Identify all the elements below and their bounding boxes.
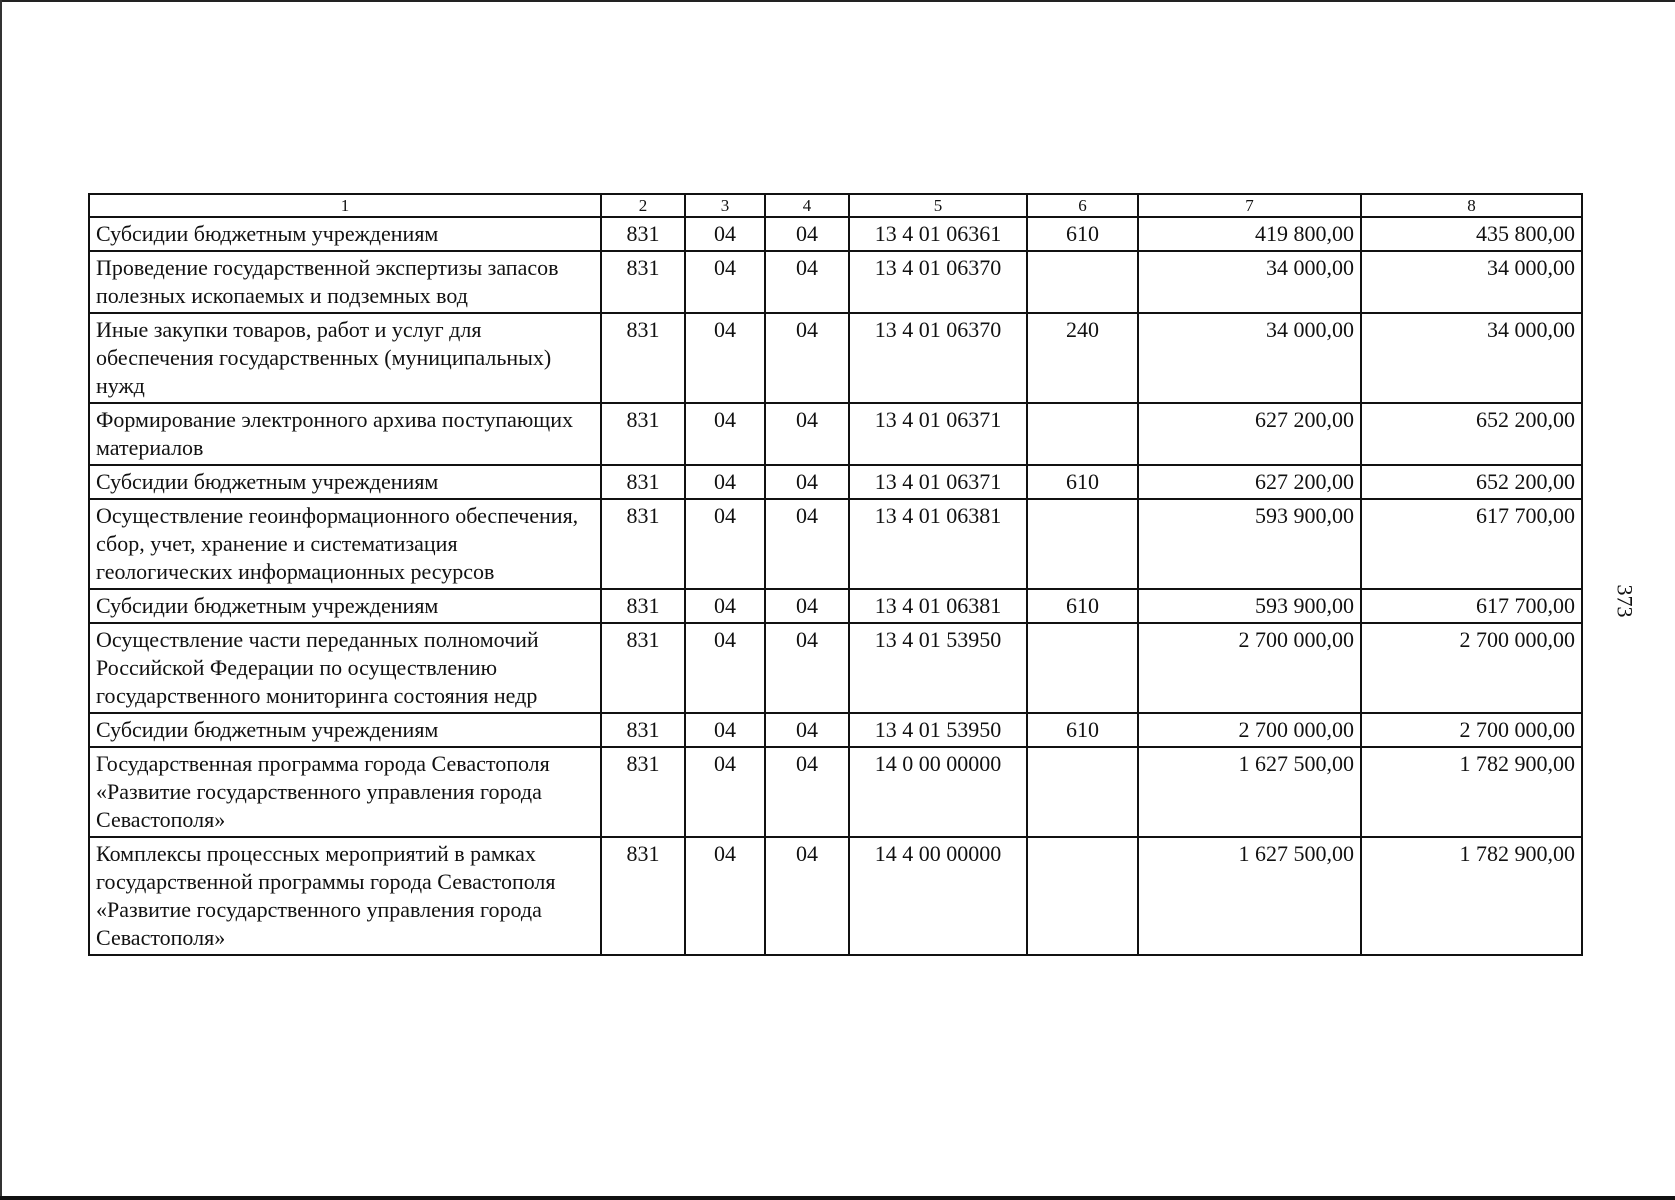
department-code-cell: 831 (601, 837, 685, 955)
subsection-code-cell: 04 (765, 403, 849, 465)
section-code-cell: 04 (685, 623, 765, 713)
row-name-cell: Субсидии бюджетным учреждениям (89, 589, 601, 623)
table-row (89, 403, 1582, 465)
department-code-cell: 831 (601, 217, 685, 251)
subsection-code-cell: 04 (765, 837, 849, 955)
column-header: 8 (1361, 194, 1582, 217)
subsection-code-cell: 04 (765, 713, 849, 747)
target-article-cell: 13 4 01 06361 (849, 217, 1027, 251)
amount-col8-cell: 34 000,00 (1361, 313, 1582, 403)
table-row (89, 465, 1582, 499)
amount-col7-cell: 627 200,00 (1138, 465, 1361, 499)
amount-col7-cell: 1 627 500,00 (1138, 747, 1361, 837)
amount-col7-cell: 34 000,00 (1138, 313, 1361, 403)
expense-type-cell (1027, 251, 1138, 313)
column-header: 4 (765, 194, 849, 217)
table-row (89, 837, 1582, 955)
table-row (89, 313, 1582, 403)
section-code-cell: 04 (685, 465, 765, 499)
target-article-cell: 13 4 01 06381 (849, 499, 1027, 589)
row-name-cell: Субсидии бюджетным учреждениям (89, 713, 601, 747)
amount-col8-cell: 435 800,00 (1361, 217, 1582, 251)
subsection-code-cell: 04 (765, 313, 849, 403)
table-row (89, 217, 1582, 251)
amount-col8-cell: 34 000,00 (1361, 251, 1582, 313)
section-code-cell: 04 (685, 837, 765, 955)
section-code-cell: 04 (685, 403, 765, 465)
amount-col7-cell: 34 000,00 (1138, 251, 1361, 313)
budget-table (88, 193, 1583, 956)
section-code-cell: 04 (685, 713, 765, 747)
section-code-cell: 04 (685, 313, 765, 403)
amount-col7-cell: 593 900,00 (1138, 499, 1361, 589)
expense-type-cell: 610 (1027, 465, 1138, 499)
department-code-cell: 831 (601, 313, 685, 403)
table-row (89, 623, 1582, 713)
row-name-cell: Формирование электронного архива поступающих материалов (89, 403, 601, 465)
section-code-cell: 04 (685, 251, 765, 313)
expense-type-cell: 610 (1027, 589, 1138, 623)
amount-col8-cell: 2 700 000,00 (1361, 713, 1582, 747)
scan-edge-top (0, 0, 1675, 2)
amount-col8-cell: 652 200,00 (1361, 403, 1582, 465)
department-code-cell: 831 (601, 403, 685, 465)
subsection-code-cell: 04 (765, 589, 849, 623)
target-article-cell: 13 4 01 53950 (849, 623, 1027, 713)
column-header: 6 (1027, 194, 1138, 217)
department-code-cell: 831 (601, 465, 685, 499)
column-header: 5 (849, 194, 1027, 217)
expense-type-cell (1027, 747, 1138, 837)
department-code-cell: 831 (601, 589, 685, 623)
row-name-cell: Комплексы процессных мероприятий в рамках государственной программы города Севастополя «Развитие государственного управления города Севастополя» (89, 837, 601, 955)
section-code-cell: 04 (685, 217, 765, 251)
target-article-cell: 14 0 00 00000 (849, 747, 1027, 837)
subsection-code-cell: 04 (765, 499, 849, 589)
row-name-cell: Субсидии бюджетным учреждениям (89, 465, 601, 499)
row-name-cell: Иные закупки товаров, работ и услуг для обеспечения государственных (муниципальных) нужд (89, 313, 601, 403)
amount-col8-cell: 2 700 000,00 (1361, 623, 1582, 713)
amount-col8-cell: 652 200,00 (1361, 465, 1582, 499)
department-code-cell: 831 (601, 623, 685, 713)
amount-col7-cell: 2 700 000,00 (1138, 623, 1361, 713)
table-row (89, 251, 1582, 313)
expense-type-cell (1027, 623, 1138, 713)
department-code-cell: 831 (601, 251, 685, 313)
subsection-code-cell: 04 (765, 217, 849, 251)
expense-type-cell (1027, 499, 1138, 589)
amount-col8-cell: 617 700,00 (1361, 589, 1582, 623)
target-article-cell: 13 4 01 06381 (849, 589, 1027, 623)
row-name-cell: Осуществление геоинформационного обеспечения, сбор, учет, хранение и систематизация геологических информационных ресурсов (89, 499, 601, 589)
amount-col8-cell: 617 700,00 (1361, 499, 1582, 589)
row-name-cell: Проведение государственной экспертизы запасов полезных ископаемых и подземных вод (89, 251, 601, 313)
section-code-cell: 04 (685, 499, 765, 589)
column-header: 1 (89, 194, 601, 217)
amount-col8-cell: 1 782 900,00 (1361, 837, 1582, 955)
column-header: 7 (1138, 194, 1361, 217)
table-row (89, 589, 1582, 623)
subsection-code-cell: 04 (765, 251, 849, 313)
subsection-code-cell: 04 (765, 465, 849, 499)
section-code-cell: 04 (685, 589, 765, 623)
target-article-cell: 13 4 01 06371 (849, 403, 1027, 465)
target-article-cell: 13 4 01 06371 (849, 465, 1027, 499)
section-code-cell: 04 (685, 747, 765, 837)
department-code-cell: 831 (601, 713, 685, 747)
expense-type-cell: 610 (1027, 713, 1138, 747)
column-header: 2 (601, 194, 685, 217)
amount-col7-cell: 1 627 500,00 (1138, 837, 1361, 955)
page-number: 373 (1612, 584, 1638, 618)
subsection-code-cell: 04 (765, 623, 849, 713)
target-article-cell: 13 4 01 53950 (849, 713, 1027, 747)
expense-type-cell (1027, 837, 1138, 955)
department-code-cell: 831 (601, 747, 685, 837)
department-code-cell: 831 (601, 499, 685, 589)
amount-col7-cell: 419 800,00 (1138, 217, 1361, 251)
amount-col7-cell: 593 900,00 (1138, 589, 1361, 623)
row-name-cell: Осуществление части переданных полномочий Российской Федерации по осуществлению государственного мониторинга состояния недр (89, 623, 601, 713)
expense-type-cell (1027, 403, 1138, 465)
table-header-row (89, 194, 1582, 217)
amount-col8-cell: 1 782 900,00 (1361, 747, 1582, 837)
expense-type-cell: 610 (1027, 217, 1138, 251)
target-article-cell: 13 4 01 06370 (849, 313, 1027, 403)
row-name-cell: Государственная программа города Севастополя «Развитие государственного управления города Севастополя» (89, 747, 601, 837)
amount-col7-cell: 2 700 000,00 (1138, 713, 1361, 747)
row-name-cell: Субсидии бюджетным учреждениям (89, 217, 601, 251)
subsection-code-cell: 04 (765, 747, 849, 837)
target-article-cell: 14 4 00 00000 (849, 837, 1027, 955)
amount-col7-cell: 627 200,00 (1138, 403, 1361, 465)
scan-edge-bottom (0, 1196, 1675, 1200)
target-article-cell: 13 4 01 06370 (849, 251, 1027, 313)
table-row (89, 499, 1582, 589)
expense-type-cell: 240 (1027, 313, 1138, 403)
table-row (89, 747, 1582, 837)
scan-edge-left (0, 0, 2, 1200)
column-header: 3 (685, 194, 765, 217)
table-row (89, 713, 1582, 747)
